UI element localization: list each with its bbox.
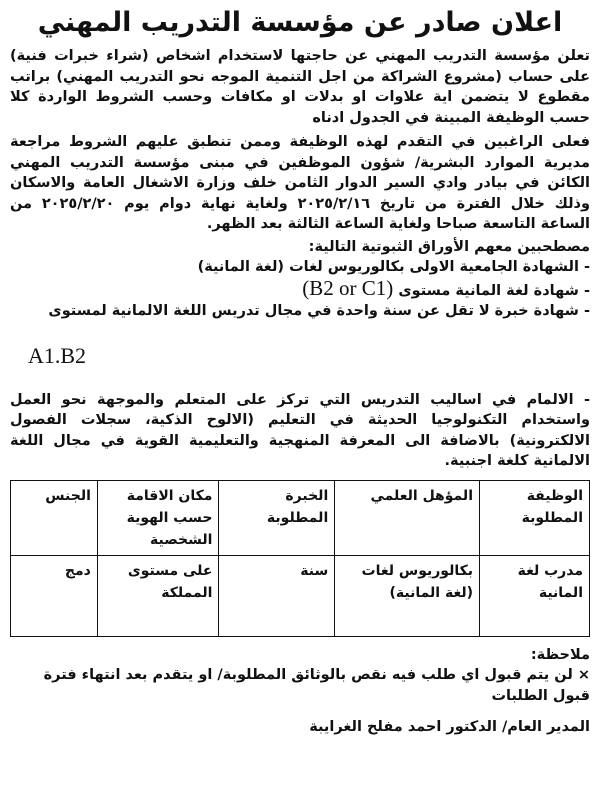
page-title: اعلان صادر عن مؤسسة التدريب المهني bbox=[37, 7, 563, 38]
notes-title: ملاحظة: bbox=[530, 646, 590, 663]
cell-gender: دمج bbox=[11, 555, 98, 636]
cell-qualification: بكالوريوس لغات (لغة المانية) bbox=[335, 555, 480, 636]
cell-residence: على مستوى المملكة bbox=[97, 555, 219, 636]
jobs-table bbox=[10, 480, 590, 637]
documents-heading: مصطحبين معهم الأوراق الثبوتية التالية: bbox=[308, 238, 590, 255]
document-item-language-certificate bbox=[10, 275, 590, 302]
intro-paragraph: تعلن مؤسسة التدريب المهني عن حاجتها لاستخدام اشخاص (شراء خبرات فنية) على حساب (مشروع الشراكة من اجل التنمية الموجه نحو التدريب المهني) براتب مقطوع لا يتضمن اية علاوات او بدلات او مكافات وحسب الشروط الواردة كلا حسب الوظيفة المبينة في الجدول ادناه bbox=[10, 48, 590, 126]
note-item: × لن يتم قبول اي طلب فيه نقص بالوثائق المطلوبة/ او يتقدم بعد انتهاء فترة قبول الطلبات bbox=[43, 666, 590, 704]
header-residence: مكان الاقامة حسب الهوية الشخصية bbox=[97, 480, 219, 555]
required-documents bbox=[10, 237, 590, 472]
table-row bbox=[11, 555, 590, 636]
language-level-b2-c1: (B2 or C1) bbox=[302, 275, 394, 300]
header-qualification: المؤهل العلمي bbox=[335, 480, 480, 555]
document-item-language-certificate-text: - شهادة لغة المانية مستوى bbox=[398, 282, 590, 299]
cell-job: مدرب لغة المانية bbox=[480, 555, 590, 636]
header-job: الوظيفة المطلوبة bbox=[480, 480, 590, 555]
signature: المدير العام/ الدكتور احمد مفلح الغرايبة bbox=[309, 718, 590, 735]
instructions-paragraph: فعلى الراغبين في التقدم لهذه الوظيفة وممن تنطبق عليهم الشروط مراجعة مديرية الموارد البشرية/ شؤون الموظفين في مبنى مؤسسة التدريب المهني الكائن في بيادر وادي السير الدوار الثامن خلف وزارة الاشغال العامة والاسكان وذلك خلال الفترة من تاريخ ٢٠٢٥/٢/١٦ ولغاية نهاية دوام يوم ٢٠٢٥/٢/٢٠ من الساعة التاسعة صباحا ولغاية الساعة الثالثة بعد الظهر. bbox=[10, 134, 590, 232]
header-experience: الخبرة المطلوبة bbox=[219, 480, 335, 555]
language-level-a1-b2: A1.B2 bbox=[28, 342, 87, 368]
document-item-teaching-methods: - الالمام في اساليب التدريس التي تركز على المتعلم والموجهة نحو العمل واستخدام التكنولوجيا الحديثة في التعليم (الالوح الذكية، سجلات الفصول الالكترونية) بالاضافة الى المعرفة المنهجية والتعليمية القوية في مجال اللغة الالمانية كلغة اجنبية. bbox=[10, 391, 590, 469]
cell-experience: سنة bbox=[219, 555, 335, 636]
header-gender: الجنس bbox=[11, 480, 98, 555]
document-item-degree: - الشهادة الجامعية الاولى بكالوريوس لغات (لغة المانية) bbox=[197, 259, 590, 275]
document-item-experience: - شهادة خبرة لا تقل عن سنة واحدة في مجال تدريس اللغة الالمانية لمستوى bbox=[48, 303, 590, 319]
table-header-row bbox=[11, 480, 590, 555]
